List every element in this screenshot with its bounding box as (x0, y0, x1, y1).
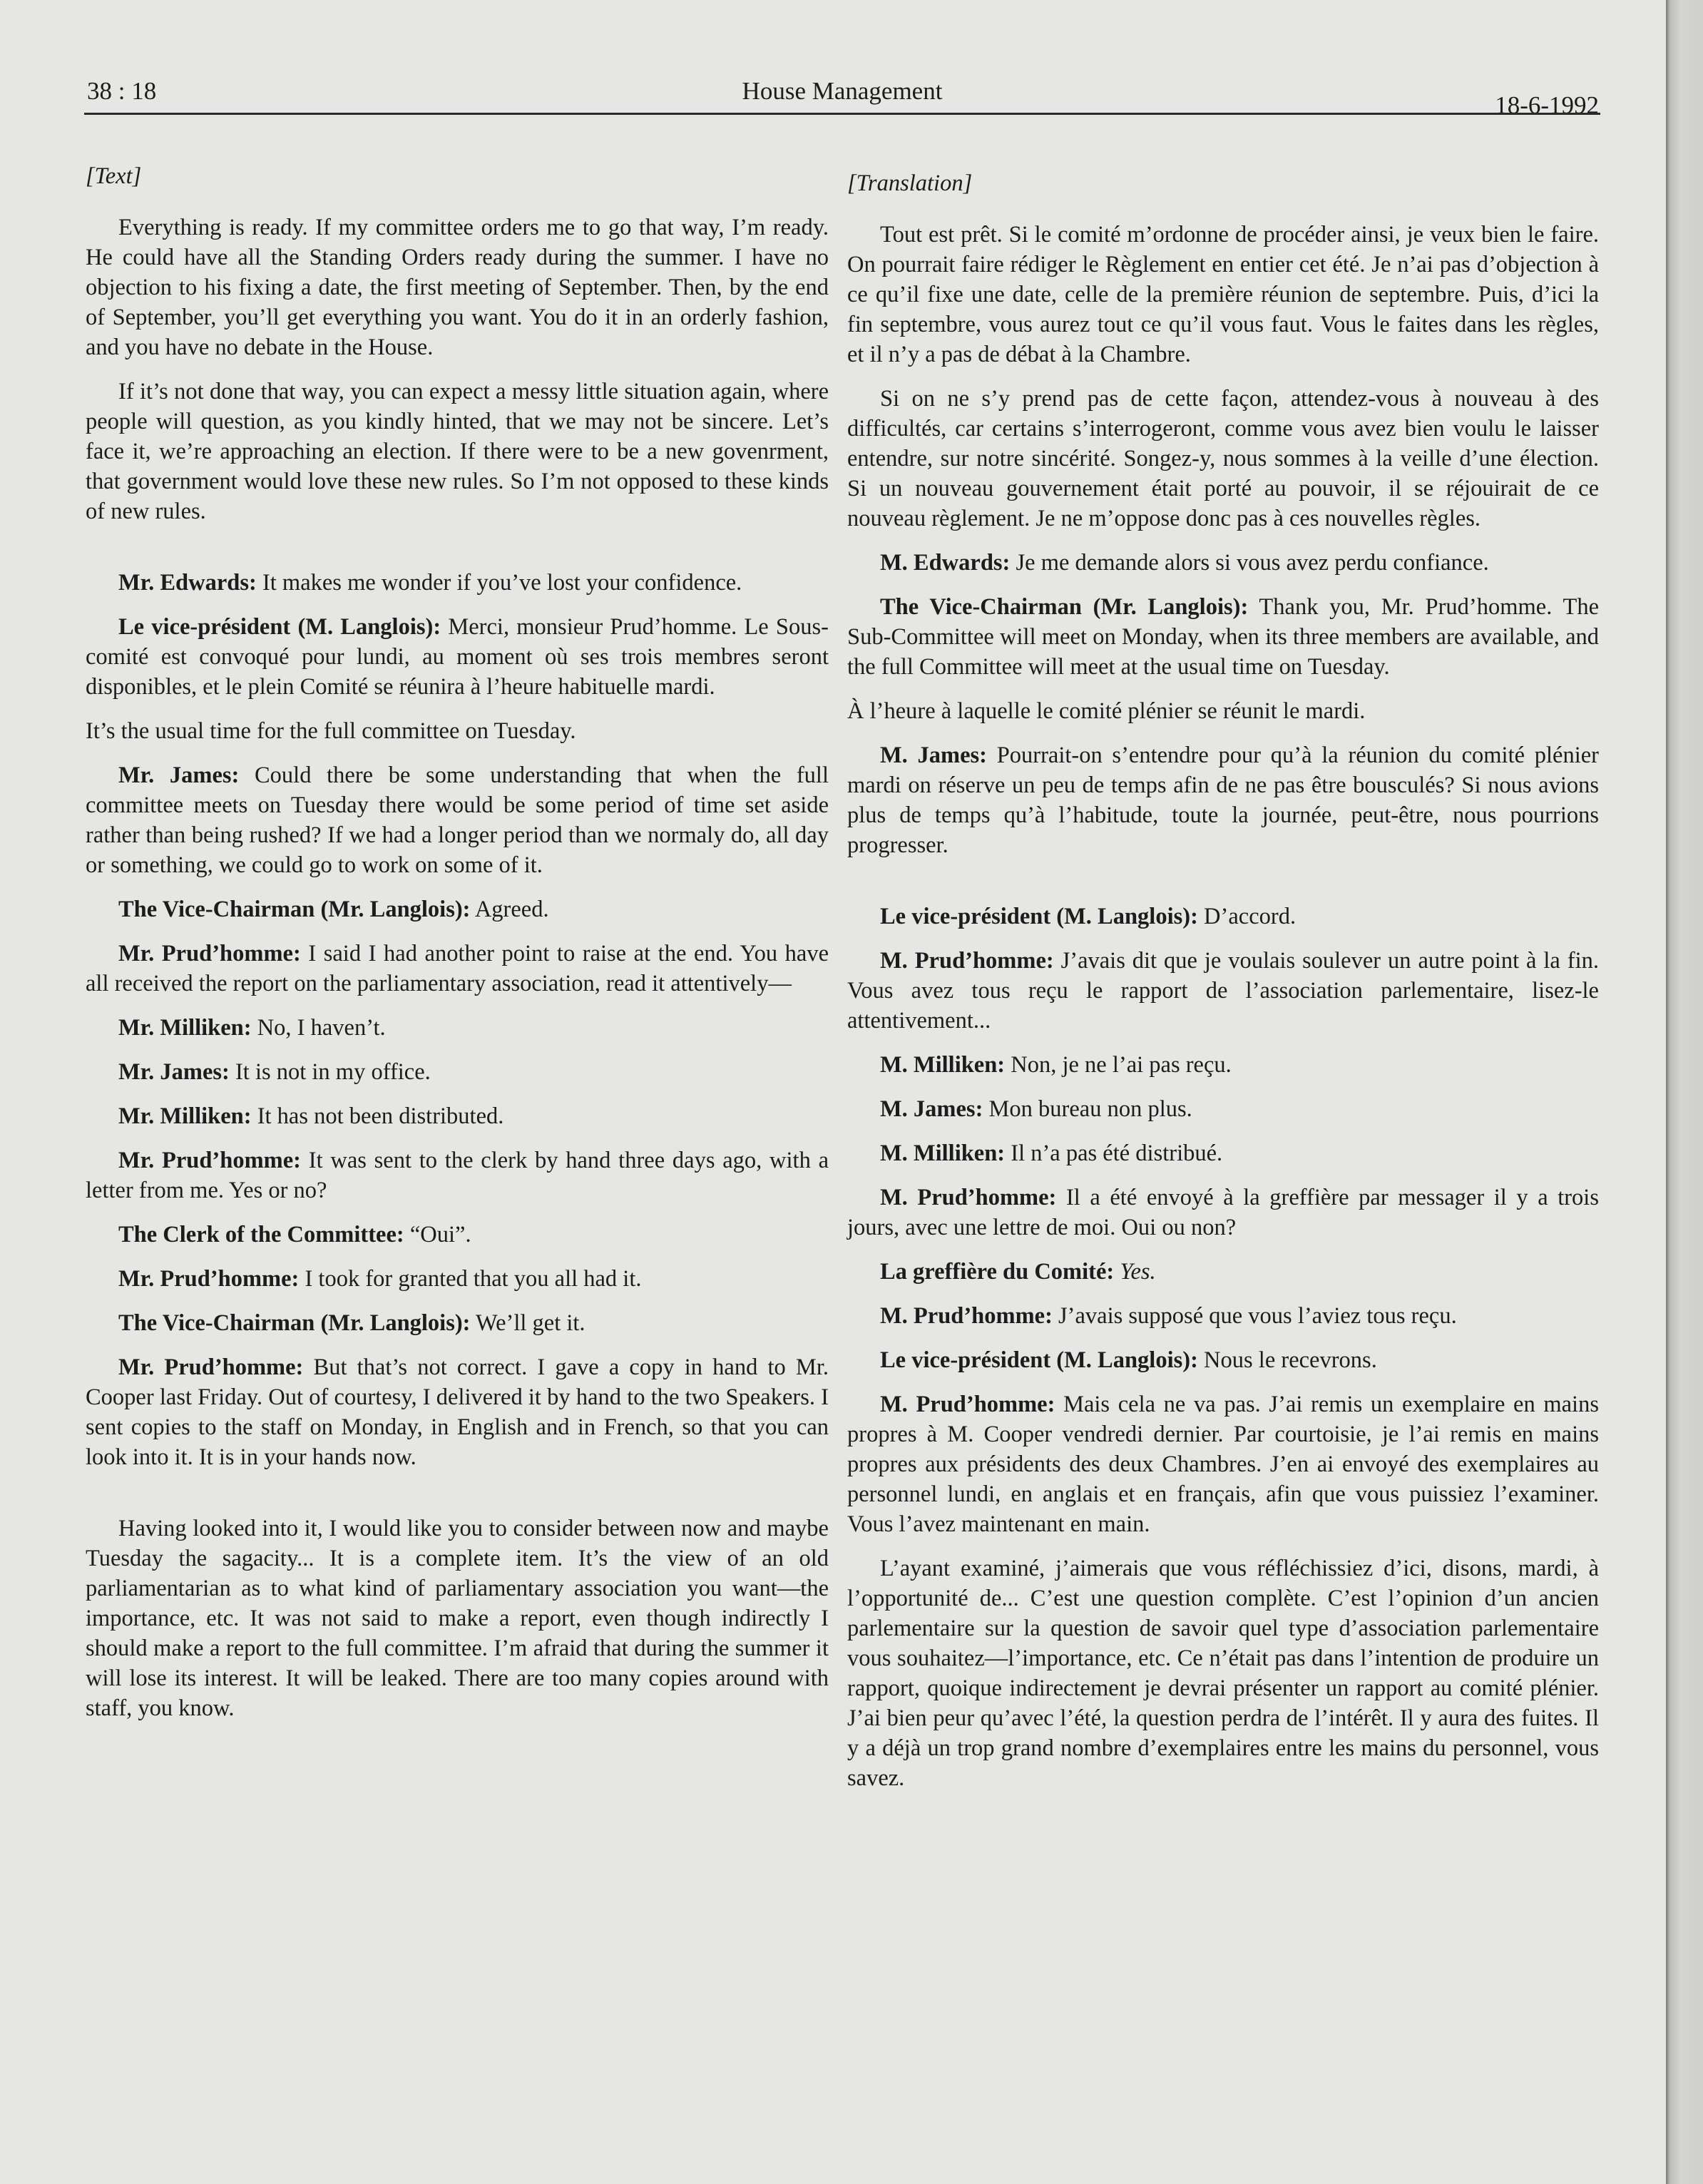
header-rule (84, 113, 1600, 115)
section-label: [Translation] (847, 170, 973, 196)
speech (86, 760, 829, 880)
speaker-name: M. Prud’homme: (880, 1303, 1053, 1329)
speech (86, 1101, 829, 1131)
speech (86, 1264, 829, 1294)
speaker-name: The Vice-Chairman (Mr. Langlois): (118, 897, 471, 922)
spacer (86, 541, 829, 568)
speech-text: Il a été envoyé à la greffière par messager il y a trois jours, avec une lettre de moi. Oui ou non? (847, 1185, 1599, 1240)
speaker-name: Le vice-président (M. Langlois): (880, 1347, 1198, 1373)
english-column (86, 161, 829, 1737)
speech-text: Mais cela ne va pas. J’ai remis un exemplaire en mains propres à M. Cooper vendredi dernier. Par courtoisie, je l’ai remis en mains propres aux présidents des deux Chambres. J’en ai envoyé des exemplaires au personnel lundi, en anglais et en français, afin que vous puissiez l’examiner. Vous l’avez maintenant en main. (847, 1392, 1599, 1537)
speech (847, 1257, 1599, 1287)
speech (847, 548, 1599, 578)
french-column (847, 168, 1599, 1807)
speaker-name: The Vice-Chairman (Mr. Langlois): (880, 594, 1249, 620)
speech-text: Mon bureau non plus. (983, 1096, 1192, 1122)
speech (86, 568, 829, 598)
speech-text: Nous le recevrons. (1197, 1347, 1377, 1373)
spacer (847, 874, 1599, 902)
scan-edge-shadow (1666, 0, 1703, 2184)
speaker-name: The Vice-Chairman (Mr. Langlois): (118, 1310, 471, 1336)
speech (847, 946, 1599, 1036)
speaker-name: Mr. James: (118, 762, 240, 788)
speaker-name: M. Milliken: (880, 1052, 1006, 1078)
paragraph: Everything is ready. If my committee orders me to go that way, I’m ready. He could have all the Standing Orders ready during the summer. I have no objection to his fixing a date, the first meeting of September. Then, by the end of September, you’ll get everything you want. You do it in an orderly fashion, and you have no debate in the House. (86, 215, 829, 360)
speaker-name: Mr. Prud’homme: (118, 1148, 301, 1173)
page-number: 38 : 18 (87, 77, 157, 105)
page-header (86, 77, 1599, 117)
speaker-name: Mr. Edwards: (118, 570, 257, 596)
speech-text: D’accord. (1197, 904, 1297, 929)
speaker-name: La greffière du Comité: (880, 1259, 1115, 1285)
speech-text: Thank you, Mr. Prud’homme. The Sub-Committee will meet on Monday, when its three members are available, and the full Committee will meet at the usual time on Tuesday. (847, 594, 1600, 680)
running-title: House Management (742, 77, 943, 105)
speech (847, 1138, 1599, 1168)
speech-text: We’ll get it. (470, 1310, 585, 1336)
speaker-name: Mr. Prud’homme: (118, 941, 301, 966)
speech (86, 939, 829, 999)
speaker-name: M. Prud’homme: (880, 1392, 1055, 1417)
paragraph: Si on ne s’y prend pas de cette façon, attendez-vous à nouveau à des difficultés, car certains s’interrogeront, comme vous avez bien voulu le laisser entendre, sur notre sincérité. Songez-y, nous sommes à la veille d’une élection. Si un nouveau gouvernement était porté au pouvoir, il se réjouirait de ce nouveau règlement. Je ne m’oppose donc pas à ces nouvelles règles. (847, 386, 1599, 531)
speaker-name: M. Prud’homme: (880, 1185, 1057, 1210)
speech-text: Non, je ne l’ai pas reçu. (1005, 1052, 1232, 1078)
speech-text: J’avais dit que je voulais soulever un autre point à la fin. Vous avez tous reçu le rapport de l’association parlementaire, lisez-le attentivement... (847, 948, 1599, 1034)
speech-text: Merci, monsieur Prud’homme. Le Sous-comité est convoqué pour lundi, au moment où ses trois membres seront disponibles, et le plein Comité se réunira à l’heure habituelle mardi. (86, 614, 829, 700)
speech (86, 612, 829, 702)
paragraph: L’ayant examiné, j’aimerais que vous réfléchissiez d’ici, disons, mardi, à l’opportunité de... C’est une question complète. C’est l’opinion d’un ancien parlementaire sur la question de savoir quel type d’association parlementaire vous souhaitez—l’importance, etc. Ce n’était pas dans l’intention de produire un rapport, quoique indirectement je devrai présenter un rapport au comité plénier. J’ai bien peur qu’avec l’été, la question perdra de l’intérêt. Il y aura des fuites. Il y a déjà un trop grand nombre d’exemplaires entre les mains du personnel, vous savez. (847, 1556, 1599, 1791)
speaker-name: M. James: (880, 743, 987, 768)
speech (847, 1345, 1599, 1375)
page-date: 18-6-1992 (1495, 91, 1599, 119)
speech (86, 894, 829, 924)
speaker-name: M. Edwards: (880, 550, 1011, 576)
speech-text: It is not in my office. (229, 1059, 431, 1085)
speech (86, 1352, 829, 1472)
paragraph: À l’heure à laquelle le comité plénier se réunit le mardi. (847, 698, 1366, 724)
speech-text: I said I had another point to raise at the end. You have all received the report on the parliamentary association, read it attentively— (86, 941, 829, 996)
spacer (86, 1486, 829, 1514)
speech-text: Il n’a pas été distribué. (1005, 1141, 1223, 1166)
paragraph: Having looked into it, I would like you to consider between now and maybe Tuesday the sagacity... It is a complete item. It’s the view of an old parliamentarian as to what kind of parliamentary association you want—the importance, etc. It was not said to make a report, even though indirectly I should make a report to the full committee. I’m afraid that during the summer it will lose its interest. It will be leaked. There are too many copies around with staff, you know. (86, 1516, 829, 1721)
speech (847, 592, 1599, 682)
speech (86, 1145, 829, 1205)
speech-text: No, I haven’t. (251, 1015, 386, 1041)
speaker-name: Mr. Prud’homme: (118, 1266, 300, 1292)
speech-text: “Oui”. (404, 1222, 471, 1247)
speech (86, 1013, 829, 1043)
speech (86, 1308, 829, 1338)
speaker-name: M. Milliken: (880, 1141, 1006, 1166)
speech (847, 1094, 1599, 1124)
speech (847, 1050, 1599, 1080)
speech-text: Yes. (1114, 1259, 1156, 1285)
speech-text: It has not been distributed. (251, 1103, 504, 1129)
speech (86, 1057, 829, 1087)
speech (847, 1389, 1599, 1539)
speech-text: But that’s not correct. I gave a copy in hand to Mr. Cooper last Friday. Out of courtesy, I delivered it by hand to the two Speakers. I sent copies to the staff on Monday, in English and in French, so that you can look into it. It is in your hands now. (86, 1354, 829, 1470)
speech (847, 902, 1599, 932)
speech-text: It makes me wonder if you’ve lost your confidence. (256, 570, 742, 596)
speaker-name: Le vice-président (M. Langlois): (118, 614, 441, 640)
speech (847, 1183, 1599, 1242)
paragraph: If it’s not done that way, you can expect a messy little situation again, where people will question, as you kindly hinted, that we may not be sincere. Let’s face it, we’re approaching an election. If there were to be a new govenrment, that government would love these new rules. So I’m not opposed to these kinds of new rules. (86, 379, 829, 524)
speech-text: Pourrait-on s’entendre pour qu’à la réunion du comité plénier mardi on réserve un peu de temps afin de ne pas être bousculés? Si nous avions plus de temps qu’à l’habitude, toute la journée, peut-être, nous pourrions progresser. (847, 743, 1599, 858)
speaker-name: Le vice-président (M. Langlois): (880, 904, 1198, 929)
speaker-name: M. Prud’homme: (880, 948, 1054, 974)
speaker-name: The Clerk of the Committee: (118, 1222, 404, 1247)
speech (847, 740, 1599, 860)
paragraph: It’s the usual time for the full committee on Tuesday. (86, 718, 576, 744)
speech-text: J’avais supposé que vous l’aviez tous reçu. (1052, 1303, 1457, 1329)
speech (847, 1301, 1599, 1331)
section-label: [Text] (86, 163, 142, 189)
speaker-name: Mr. Milliken: (118, 1015, 252, 1041)
speaker-name: Mr. James: (118, 1059, 230, 1085)
speaker-name: M. James: (880, 1096, 983, 1122)
speaker-name: Mr. Milliken: (118, 1103, 252, 1129)
speech-text: Could there be some understanding that when the full committee meets on Tuesday there would be some period of time set aside rather than being rushed? If we had a longer period than we normaly do, all day or something, we could go to work on some of it. (86, 762, 829, 878)
speech-text: Je me demande alors si vous avez perdu confiance. (1010, 550, 1489, 576)
speech (86, 1220, 829, 1250)
speaker-name: Mr. Prud’homme: (118, 1354, 304, 1380)
paragraph: Tout est prêt. Si le comité m’ordonne de procéder ainsi, je veux bien le faire. On pourrait faire rédiger le Règlement en entier cet été. Je n’ai pas d’objection à ce qu’il fixe une date, celle de la première réunion de septembre. Puis, d’ici la fin septembre, vous aurez tout ce qu’il vous faut. Vous le faites dans les règles, et il n’y a pas de débat à la Chambre. (847, 222, 1599, 367)
speech-text: I took for granted that you all had it. (299, 1266, 642, 1292)
speech-text: It was sent to the clerk by hand three days ago, with a letter from me. Yes or no? (86, 1148, 829, 1203)
speech-text: Agreed. (470, 897, 549, 922)
